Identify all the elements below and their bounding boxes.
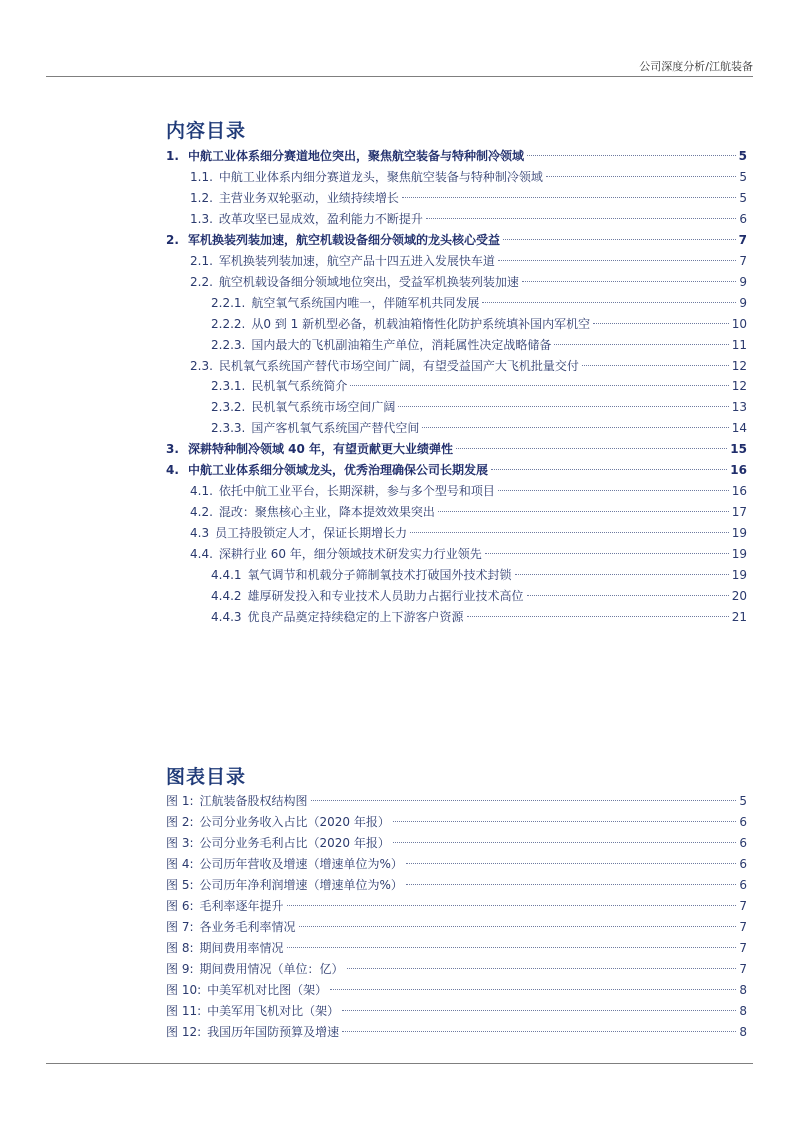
figure-entry-text: 公司分业务毛利占比（2020 年报） xyxy=(199,836,390,850)
toc-entry-page: 5 xyxy=(738,149,747,163)
figure-entry-label: 图 6: xyxy=(166,899,194,913)
figure-entry-text: 毛利率逐年提升 xyxy=(199,899,284,913)
toc-entry-page: 7 xyxy=(738,232,747,247)
toc-entry-text: 民机氧气系统简介 xyxy=(251,379,348,394)
toc-leader-dots xyxy=(491,469,727,470)
toc-entry-text: 中航工业体系细分领域龙头，优秀治理确保公司长期发展 xyxy=(188,463,489,478)
figure-entry-page: 6 xyxy=(739,857,747,871)
toc-entry[interactable] xyxy=(211,293,747,314)
toc-entry-text: 雄厚研发投入和专业技术人员助力占据行业技术高位 xyxy=(247,588,524,603)
figure-entry-label: 图 2: xyxy=(166,815,194,829)
figure-entry[interactable] xyxy=(166,875,747,896)
toc-entry-number: 2.2.3. xyxy=(211,337,246,352)
toc-entry-number: 1. xyxy=(166,149,179,163)
figure-entry-text: 公司历年营收及增速（增速单位为%） xyxy=(199,857,403,871)
toc-entry-page: 16 xyxy=(730,463,747,478)
figure-leader-dots xyxy=(287,905,737,906)
toc-entry-number: 4.4.1 xyxy=(211,568,242,582)
figure-leader-dots xyxy=(342,1010,736,1011)
figure-entry[interactable] xyxy=(166,917,747,938)
toc-entry[interactable] xyxy=(190,167,747,188)
toc-leader-dots xyxy=(522,281,736,282)
toc-entry-number: 3. xyxy=(166,442,179,457)
toc-entry[interactable] xyxy=(211,565,747,586)
toc-leader-dots xyxy=(485,553,729,554)
figure-entry[interactable] xyxy=(166,1001,747,1022)
header-divider xyxy=(46,76,753,77)
toc-entry-page: 5 xyxy=(739,190,747,205)
figure-entry-label: 图 9: xyxy=(166,962,194,976)
toc-entry-number: 2.2. xyxy=(190,274,213,289)
figure-entry[interactable] xyxy=(166,938,747,959)
toc-entry[interactable] xyxy=(166,439,747,460)
toc-entry[interactable] xyxy=(211,418,747,439)
toc-leader-dots xyxy=(402,197,736,198)
toc-entry-text: 国产客机氧气系统国产替代空间 xyxy=(251,421,420,436)
toc-entry-number: 1.2. xyxy=(190,190,213,205)
toc-entry-text: 民机氧气系统国产替代市场空间广阔，有望受益国产大飞机批量交付 xyxy=(218,358,579,373)
toc-entry[interactable] xyxy=(190,209,747,230)
figure-entry-text: 我国历年国防预算及增速 xyxy=(207,1025,340,1039)
toc-entry-page: 15 xyxy=(730,442,747,457)
figure-entry-text: 各业务毛利率情况 xyxy=(199,920,296,934)
figure-leader-dots xyxy=(406,884,736,885)
toc-title: 内容目录 xyxy=(166,120,247,142)
toc-leader-dots xyxy=(426,218,736,219)
figure-entry-page: 8 xyxy=(739,1025,747,1039)
toc-entry-text: 优良产品奠定持续稳定的上下游客户资源 xyxy=(247,609,464,624)
toc-entry-number: 4.4.3 xyxy=(211,609,242,624)
toc-entry[interactable] xyxy=(190,502,747,523)
toc-leader-dots xyxy=(498,260,736,261)
figure-entry-text: 中美军用飞机对比（架） xyxy=(207,1004,340,1018)
toc-entry-page: 11 xyxy=(731,337,747,352)
figure-entry-page: 7 xyxy=(739,920,747,934)
figure-entry-page: 6 xyxy=(739,815,747,829)
toc-entry-text: 从0 到 1 新机型必备，机载油箱惰性化防护系统填补国内军机空 xyxy=(251,316,591,331)
toc-entry-number: 4.1. xyxy=(190,484,213,499)
figure-entry[interactable] xyxy=(166,959,747,980)
figure-entry-text: 中美军机对比图（架） xyxy=(207,983,328,997)
toc-entry[interactable] xyxy=(166,230,747,251)
toc-entry-text: 军机换装列装加速，航空产品十四五进入发展快车道 xyxy=(218,253,495,268)
toc-entry-page: 9 xyxy=(739,295,747,310)
toc-entry-number: 1.1. xyxy=(190,169,213,184)
toc-entry-number: 2.3.1. xyxy=(211,379,246,394)
figure-entry-page: 7 xyxy=(739,962,747,976)
toc-entry-page: 5 xyxy=(739,169,747,184)
figure-entry-page: 7 xyxy=(739,941,747,955)
figure-entry-label: 图 10: xyxy=(166,983,202,997)
toc-entry[interactable] xyxy=(166,460,747,481)
toc-entry-page: 17 xyxy=(731,505,747,520)
toc-entry[interactable] xyxy=(211,314,747,335)
toc-entry-number: 4.3 xyxy=(190,526,210,541)
toc-leader-dots xyxy=(398,406,728,407)
figure-entry-label: 图 1: xyxy=(166,794,194,808)
toc-entry-page: 12 xyxy=(731,358,747,373)
toc-entry-page: 20 xyxy=(731,588,747,603)
toc-entry-number: 4.4. xyxy=(190,547,213,562)
toc-entry[interactable] xyxy=(211,397,747,418)
figures-title: 图表目录 xyxy=(166,766,247,788)
figure-entry[interactable] xyxy=(166,896,747,917)
figure-leader-dots xyxy=(406,863,736,864)
figure-entry[interactable] xyxy=(166,854,747,875)
toc-entry[interactable] xyxy=(190,188,747,209)
toc-entry-text: 依托中航工业平台，长期深耕，参与多个型号和项目 xyxy=(218,484,495,499)
toc-leader-dots xyxy=(410,532,729,533)
figure-entry-text: 期间费用情况（单位：亿） xyxy=(199,962,344,976)
toc-entry[interactable] xyxy=(190,544,747,565)
toc-leader-dots xyxy=(350,385,728,386)
figure-leader-dots xyxy=(330,989,736,990)
figure-entry-page: 8 xyxy=(739,983,747,997)
toc-entry-number: 2.3.2. xyxy=(211,400,246,415)
toc-entry-page: 21 xyxy=(731,609,747,624)
toc-entry-number: 2.2.2. xyxy=(211,316,246,331)
toc-leader-dots xyxy=(467,616,729,617)
toc-entry-page: 16 xyxy=(731,484,747,499)
figure-leader-dots xyxy=(393,842,737,843)
toc-entry-page: 19 xyxy=(731,568,747,582)
figure-leader-dots xyxy=(347,968,737,969)
figure-entry-page: 5 xyxy=(739,794,747,808)
toc-entry[interactable] xyxy=(190,356,747,377)
toc-leader-dots xyxy=(498,490,729,491)
figure-entry-label: 图 5: xyxy=(166,878,194,892)
figure-entry-page: 8 xyxy=(739,1004,747,1018)
toc-entry-number: 2.3. xyxy=(190,358,213,373)
toc-entry[interactable] xyxy=(211,607,747,628)
figure-leader-dots xyxy=(299,926,737,927)
toc-entry-page: 7 xyxy=(739,253,747,268)
figure-entry-label: 图 11: xyxy=(166,1004,202,1018)
toc-leader-dots xyxy=(515,574,729,575)
toc-entry-number: 2.3.3. xyxy=(211,421,246,436)
figure-leader-dots xyxy=(287,947,737,948)
figure-entry[interactable] xyxy=(166,980,747,1001)
toc-leader-dots xyxy=(438,511,729,512)
toc-entry-page: 6 xyxy=(739,211,747,226)
toc-leader-dots xyxy=(527,595,729,596)
toc-leader-dots xyxy=(582,365,729,366)
toc-entry-text: 航空氧气系统国内唯一，伴随军机共同发展 xyxy=(251,295,480,310)
toc-entry-text: 民机氧气系统市场空间广阔 xyxy=(251,400,396,415)
toc-entry-text: 改革攻坚已显成效，盈利能力不断提升 xyxy=(218,211,423,226)
toc-leader-dots xyxy=(546,176,736,177)
toc-entry-text: 氧气调节和机载分子筛制氧技术打破国外技术封锁 xyxy=(247,568,512,582)
figure-entry[interactable] xyxy=(166,1022,747,1043)
toc-entry[interactable] xyxy=(190,251,747,272)
figure-leader-dots xyxy=(342,1031,736,1032)
toc-entry-page: 14 xyxy=(731,421,747,436)
toc-leader-dots xyxy=(422,427,728,428)
toc-entry[interactable] xyxy=(166,146,747,167)
figure-entry-label: 图 3: xyxy=(166,836,194,850)
toc-entry-page: 13 xyxy=(731,400,747,415)
toc-entry-number: 2. xyxy=(166,232,179,247)
toc-leader-dots xyxy=(482,302,736,303)
footer-divider xyxy=(46,1063,753,1064)
toc-entry-number: 4.2. xyxy=(190,505,213,520)
toc-entry-page: 12 xyxy=(731,379,747,394)
toc-entry-text: 深耕特种制冷领域 40 年，有望贡献更大业绩弹性 xyxy=(188,442,454,457)
toc-leader-dots xyxy=(527,155,736,156)
toc-entry-text: 中航工业体系细分赛道地位突出，聚焦航空装备与特种制冷领域 xyxy=(188,149,525,163)
toc-entry-page: 19 xyxy=(731,547,747,562)
toc-entry[interactable] xyxy=(211,586,747,607)
toc-entry-page: 9 xyxy=(739,274,747,289)
header-title: 公司深度分析/江航装备 xyxy=(639,60,753,73)
figure-entry-page: 6 xyxy=(739,878,747,892)
figure-entry-page: 6 xyxy=(739,836,747,850)
figure-entry-label: 图 12: xyxy=(166,1025,202,1039)
toc-entry-number: 2.1. xyxy=(190,253,213,268)
figure-entry-label: 图 8: xyxy=(166,941,194,955)
figure-entry[interactable] xyxy=(166,812,747,833)
toc-entry-number: 4.4.2 xyxy=(211,588,242,603)
toc-entry-number: 1.3. xyxy=(190,211,213,226)
figure-entry-label: 图 7: xyxy=(166,920,194,934)
toc-entry-page: 19 xyxy=(731,526,747,541)
toc-leader-dots xyxy=(456,448,727,449)
toc-entry-number: 4. xyxy=(166,463,179,478)
figure-leader-dots xyxy=(393,821,737,822)
figure-entry[interactable] xyxy=(166,791,747,812)
figure-entry-text: 公司分业务收入占比（2020 年报） xyxy=(199,815,390,829)
toc-entry-text: 航空机载设备细分领域地位突出，受益军机换装列装加速 xyxy=(218,274,519,289)
toc-entry-text: 中航工业体系内细分赛道龙头，聚焦航空装备与特种制冷领域 xyxy=(218,169,543,184)
toc-entry-text: 主营业务双轮驱动，业绩持续增长 xyxy=(218,190,399,205)
toc-entry-page: 10 xyxy=(731,316,747,331)
toc-entry[interactable] xyxy=(211,335,747,356)
toc-leader-dots xyxy=(593,323,729,324)
toc-entry-text: 军机换装列装加速，航空机载设备细分领域的龙头核心受益 xyxy=(188,232,501,247)
toc-entry-text: 国内最大的飞机副油箱生产单位，消耗属性决定战略储备 xyxy=(251,337,552,352)
toc-entry-text: 深耕行业 60 年，细分领域技术研发实力行业领先 xyxy=(218,547,482,562)
toc-leader-dots xyxy=(503,239,736,240)
toc-entry[interactable] xyxy=(190,523,747,544)
figure-entry-text: 公司历年净利润增速（增速单位为%） xyxy=(199,878,403,892)
toc-entry-text: 员工持股锁定人才，保证长期增长力 xyxy=(215,526,408,541)
toc-entry[interactable] xyxy=(190,481,747,502)
figure-entry-text: 期间费用率情况 xyxy=(199,941,284,955)
toc-entry-text: 混改：聚焦核心主业，降本提效效果突出 xyxy=(218,505,435,520)
toc-entry-number: 2.2.1. xyxy=(211,295,246,310)
figure-entry-text: 江航装备股权结构图 xyxy=(199,794,308,808)
toc-leader-dots xyxy=(554,344,728,345)
toc-entry[interactable] xyxy=(190,272,747,293)
toc-entry[interactable] xyxy=(211,376,747,397)
figure-entry[interactable] xyxy=(166,833,747,854)
figure-entry-label: 图 4: xyxy=(166,857,194,871)
figure-entry-page: 7 xyxy=(739,899,747,913)
figure-leader-dots xyxy=(311,800,737,801)
